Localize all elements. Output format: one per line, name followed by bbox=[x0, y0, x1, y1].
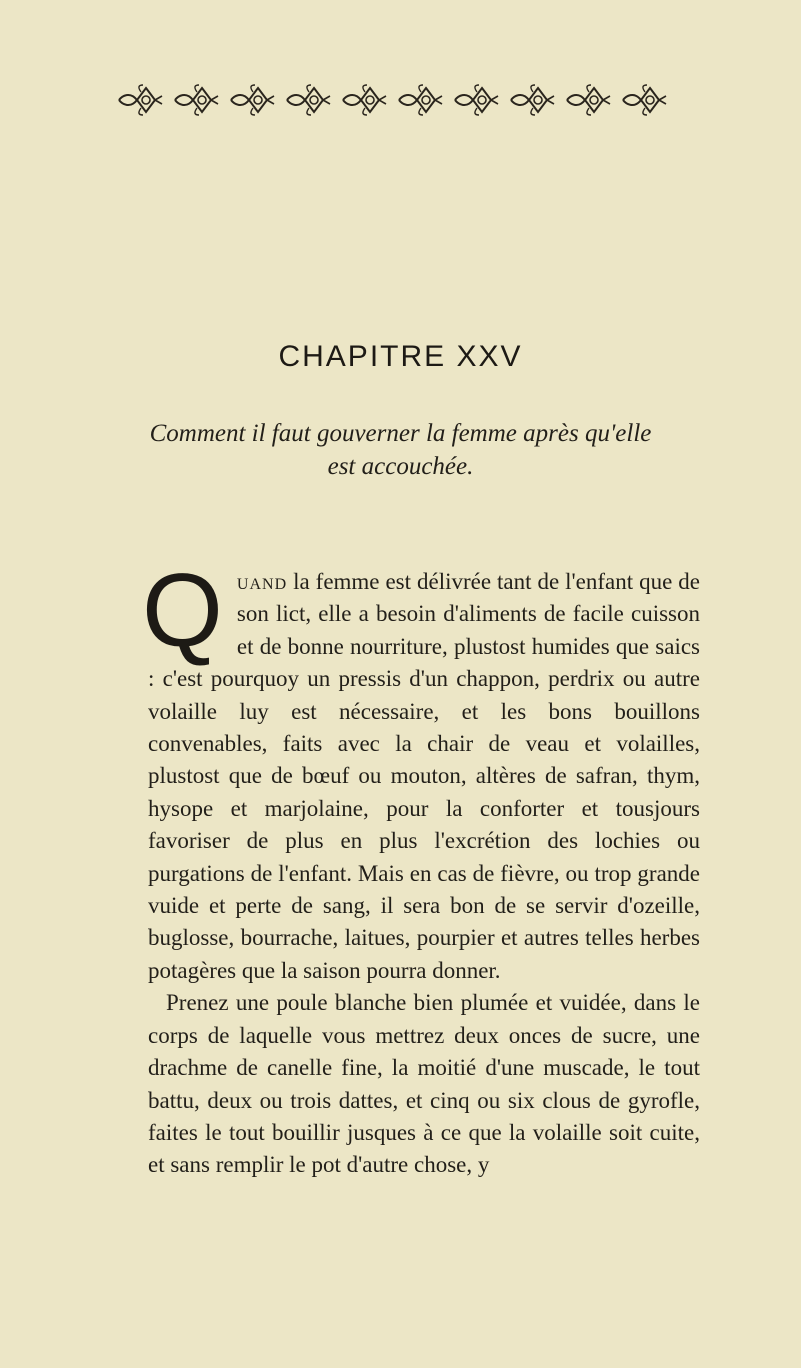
fleuron-icon bbox=[343, 85, 386, 115]
paragraph-1 bbox=[142, 553, 700, 987]
chapter-title: CHAPITRE XXV bbox=[278, 340, 523, 373]
fleuron-icon bbox=[567, 85, 610, 115]
body-text bbox=[142, 553, 700, 1182]
fleuron-icon bbox=[287, 85, 330, 115]
fleuron-icon bbox=[623, 85, 666, 115]
paragraph-2: Prenez une poule blanche bien plumée et vuidée, dans le corps de laquelle vous mettrez deux onces de sucre, une drachme de canelle fine, la moitié d'une muscade, le tout battu, deux ou trois dattes, et cinq ou six clous de gyrofle, faites le tout bouillir jusques à ce que la volaille soit cuite, et sans remplir le pot d'autre chose, y bbox=[148, 990, 700, 1178]
fleuron-icon bbox=[399, 85, 442, 115]
fleuron-icon bbox=[511, 85, 554, 115]
first-word-rest: uand bbox=[236, 569, 288, 594]
subtitle-line-1: Comment il faut gouverner la femme après qu'elle bbox=[149, 420, 652, 447]
fleuron-icon bbox=[119, 85, 162, 115]
paragraph-1-text: la femme est délivrée tant de l'enfant que de son lict, elle a besoin d'aliments de facile cuisson et de bonne nourriture, plustost humides que saics : c'est pourquoy un pressis d'un chappon, perdrix ou autre volaille luy est nécessaire, et les bons bouillons convenables, faits avec la chair de veau et volailles, plustost que de bœuf ou mouton, altères de safran, thym, hysope et marjolaine, pour la conforter et tousjours favoriser de plus en plus l'excrétion des lochies ou purgations de l'enfant. Mais en cas de fièvre, ou trop grande vuide et perte de sang, il sera bon de se servir d'ozeille, buglosse, bourrache, laitues, pourpier et autres telles herbes potagères que la saison pourra donner. bbox=[148, 569, 700, 983]
fleuron-band-icon bbox=[118, 84, 678, 116]
subtitle-line-2: est accouchée. bbox=[327, 453, 474, 480]
drop-cap: Q bbox=[142, 553, 223, 669]
fleuron-icon bbox=[175, 85, 218, 115]
fleuron-icon bbox=[455, 85, 498, 115]
chapter-subtitle bbox=[0, 417, 801, 483]
fleuron-icon bbox=[231, 85, 274, 115]
